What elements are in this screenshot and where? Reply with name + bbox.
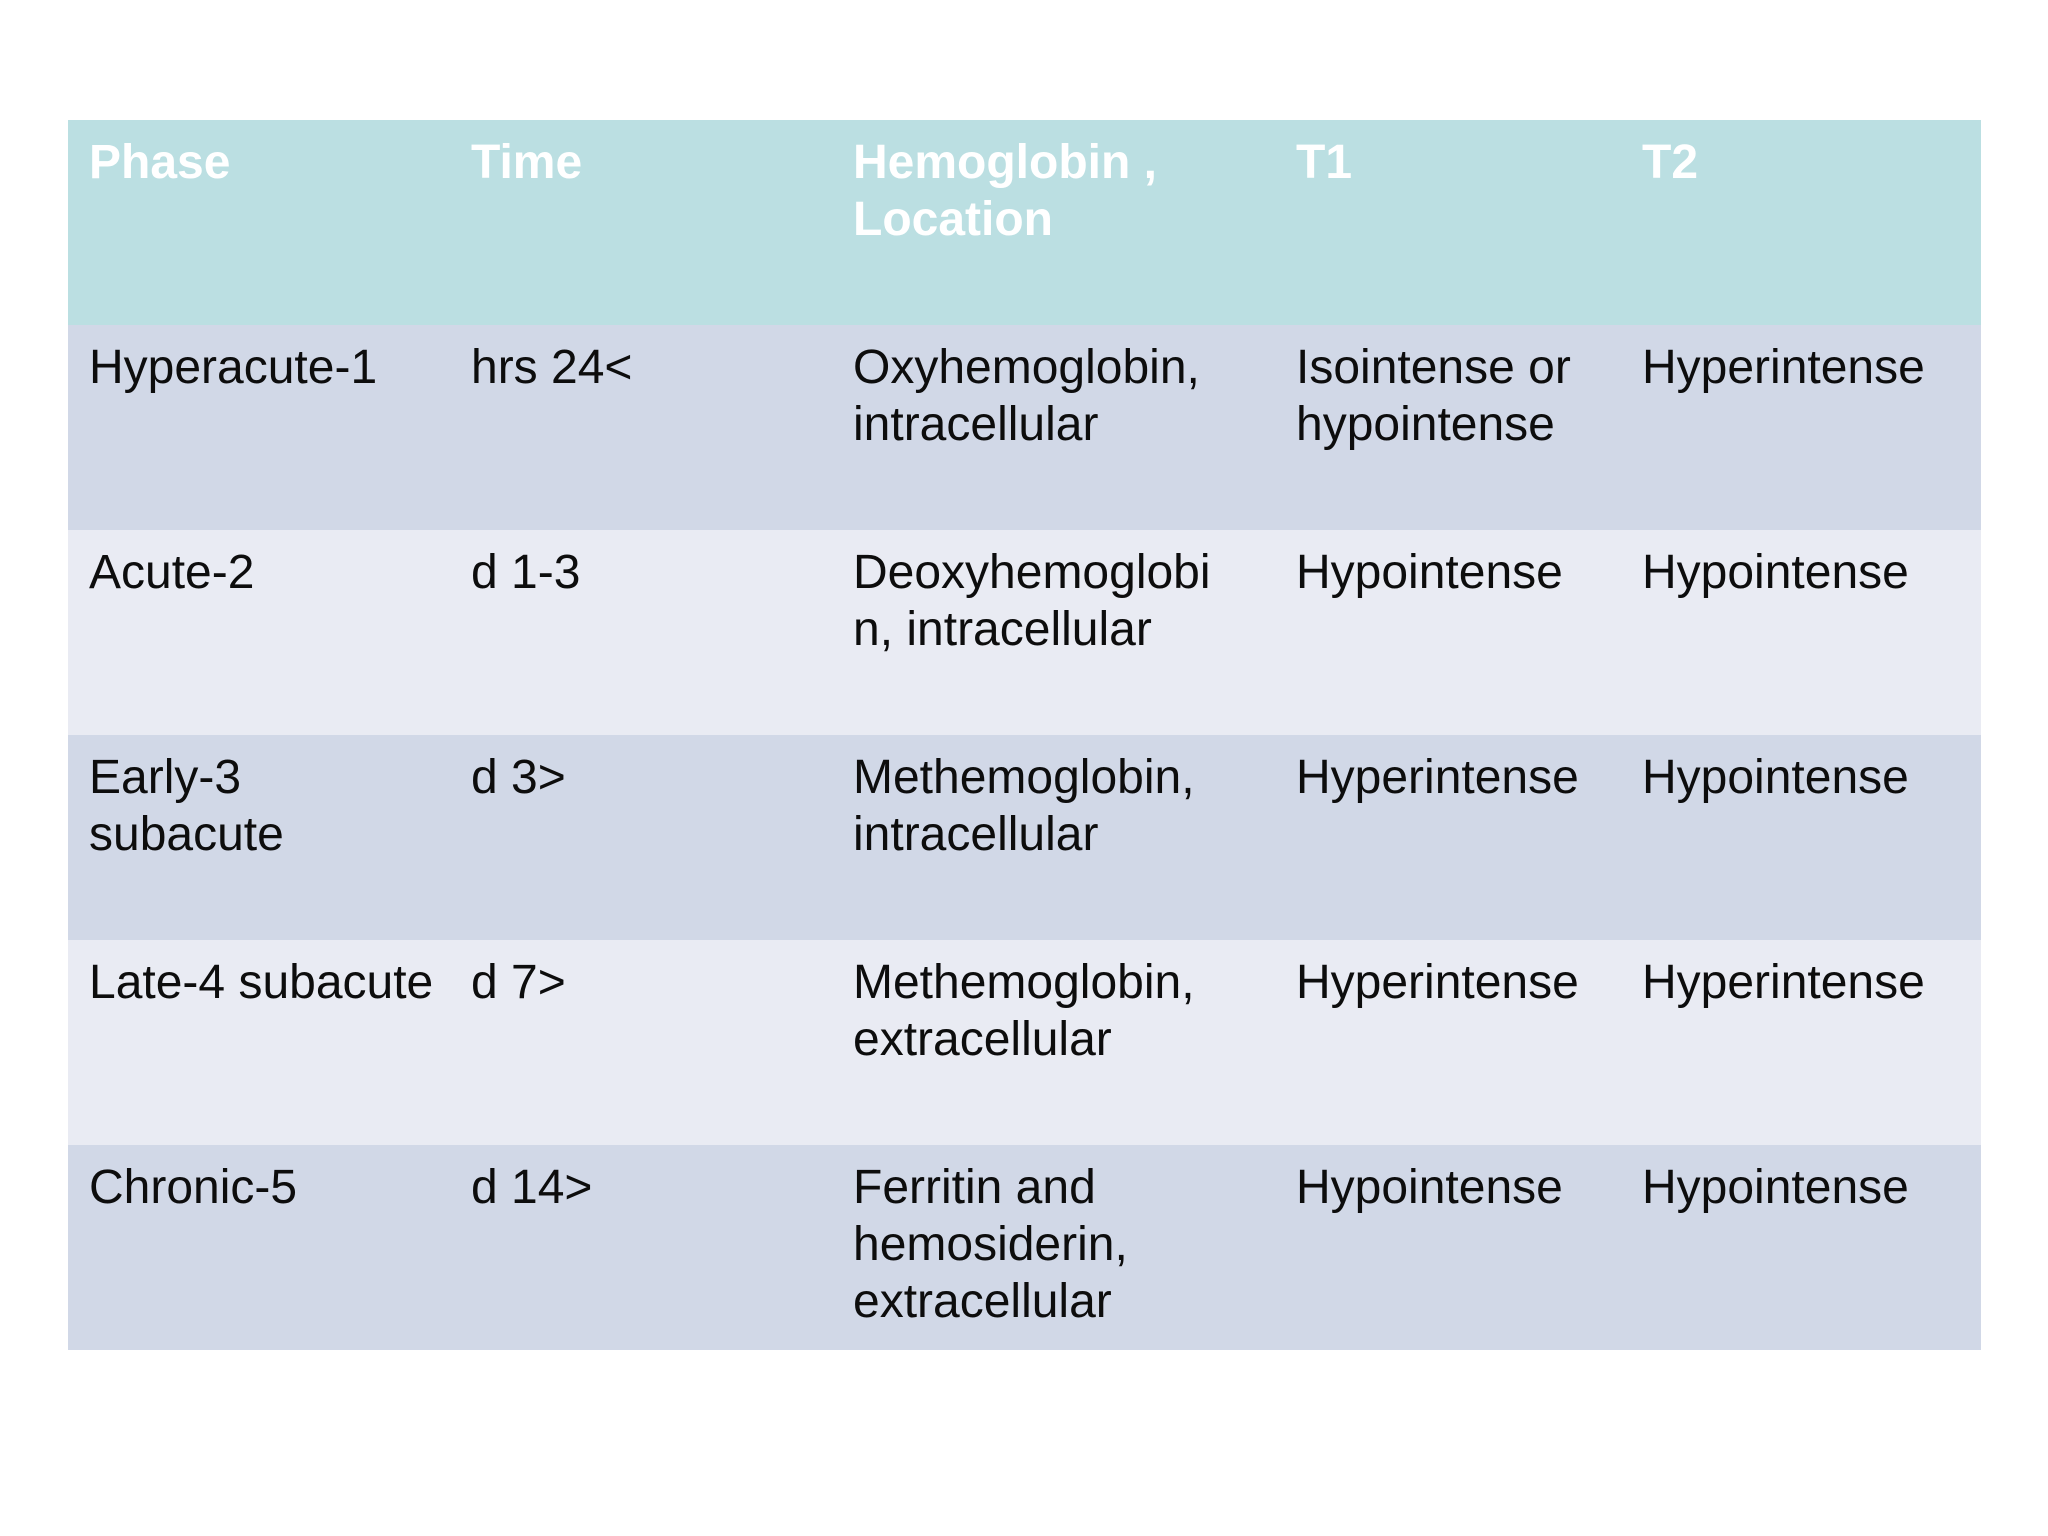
- cell-time: d 3>: [471, 751, 566, 804]
- table-header-row: [68, 120, 1981, 325]
- header-t1: T1: [1296, 136, 1353, 189]
- cell-t1: Hyperintense: [1296, 956, 1579, 1009]
- cell-time: d 7>: [471, 956, 566, 1009]
- hemorrhage-mri-table: [68, 120, 1981, 1350]
- cell-t2: Hyperintense: [1642, 956, 1925, 1009]
- cell-t2: Hypointense: [1642, 751, 1909, 804]
- cell-t1: Hypointense: [1296, 1161, 1563, 1214]
- header-time: Time: [471, 136, 583, 189]
- cell-t1: Hypointense: [1296, 546, 1563, 599]
- header-t2: T2: [1642, 136, 1699, 189]
- cell-t2: Hypointense: [1642, 546, 1909, 599]
- header-hemoglobin-location: Hemoglobin , Location: [853, 136, 1157, 246]
- cell-phase: Early-3 subacute: [89, 751, 284, 861]
- header-phase: Phase: [89, 136, 231, 189]
- cell-phase: Late-4 subacute: [89, 956, 434, 1009]
- cell-t2: Hyperintense: [1642, 341, 1925, 394]
- cell-hemoglobin-location: Deoxyhemoglobi n, intracellular: [853, 546, 1211, 656]
- table-row: [68, 1145, 1981, 1350]
- cell-hemoglobin-location: Oxyhemoglobin, intracellular: [853, 341, 1200, 451]
- table-row: [68, 940, 1981, 1145]
- table-row: [68, 735, 1981, 940]
- cell-hemoglobin-location: Ferritin and hemosiderin, extracellular: [853, 1161, 1128, 1328]
- cell-t1: Hyperintense: [1296, 751, 1579, 804]
- cell-phase: Hyperacute-1: [89, 341, 378, 394]
- cell-time: d 1-3: [471, 546, 581, 599]
- cell-phase: Acute-2: [89, 546, 255, 599]
- cell-hemoglobin-location: Methemoglobin, extracellular: [853, 956, 1195, 1066]
- table-row: [68, 325, 1981, 530]
- cell-time: d 14>: [471, 1161, 593, 1214]
- table-row: [68, 530, 1981, 735]
- cell-hemoglobin-location: Methemoglobin, intracellular: [853, 751, 1195, 861]
- cell-phase: Chronic-5: [89, 1161, 298, 1214]
- cell-t1: Isointense or hypointense: [1296, 341, 1571, 451]
- cell-t2: Hypointense: [1642, 1161, 1909, 1214]
- cell-time: hrs 24<: [471, 341, 633, 394]
